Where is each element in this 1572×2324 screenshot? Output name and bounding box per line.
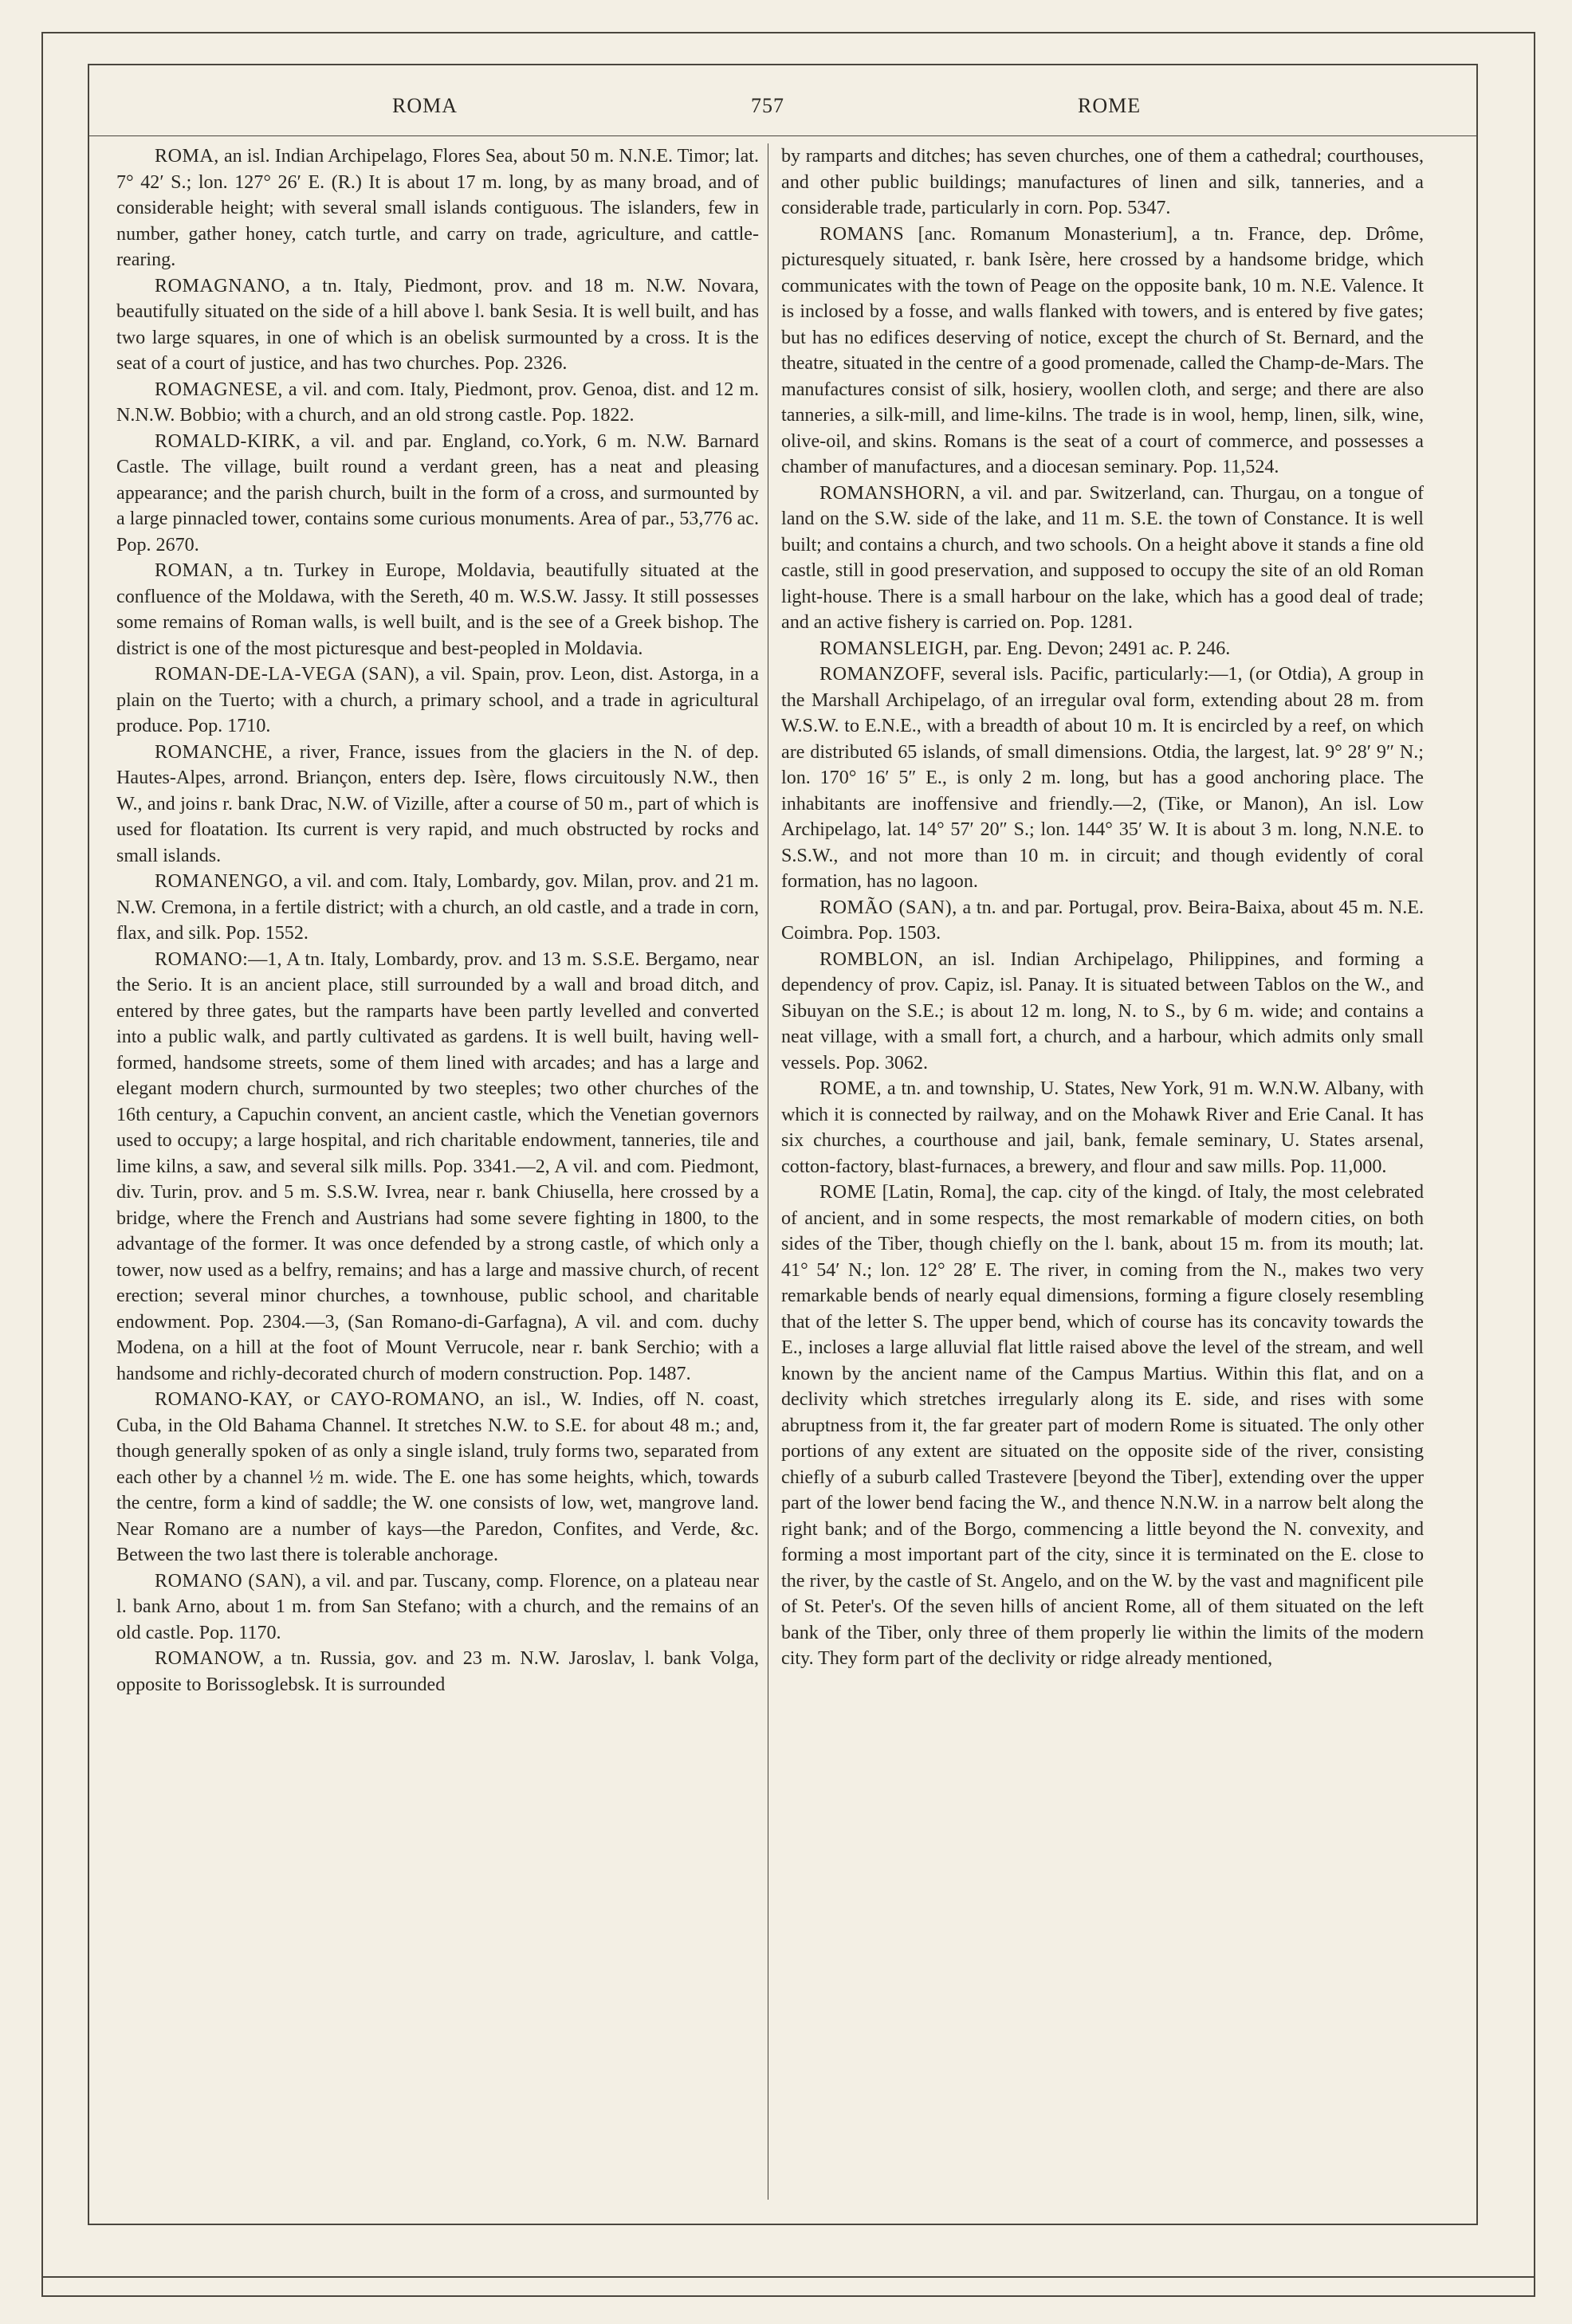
gazetteer-entry xyxy=(116,740,759,870)
header-rule xyxy=(89,135,1476,136)
entry-text: par. Eng. Devon; 2491 ac. P. 246. xyxy=(969,638,1231,659)
gazetteer-entry xyxy=(116,377,759,429)
gazetteer-entry xyxy=(116,558,759,661)
entry-text: a vil. and par. England, co.York, 6 m. N.W. Barnard Castle. The village, built round a verdant green, has a neat and pleasing appearance; and the parish church, built in the form of a cross, and surmounted by a large pinnacled tower, contains some curious monuments. Area of par., 53,776 ac. Pop. 2670. xyxy=(116,430,759,555)
entry-headword: ROMA, xyxy=(155,146,219,167)
entry-headword: ROMALD-KIRK, xyxy=(155,430,301,452)
entry-text: a tn. Turkey in Europe, Moldavia, beautifully situated at the confluence of the Moldawa, with the Sereth, 40 m. W.S.W. Jassy. It still possesses some remains of Roman walls, is well built, and is the see of a Greek bishop. The district is one of the most picturesque and best-peopled in Moldavia. xyxy=(116,560,759,659)
gazetteer-entry xyxy=(781,636,1424,662)
header-right-word: ROME xyxy=(1078,94,1142,117)
entry-headword: ROMANS xyxy=(819,223,905,245)
gazetteer-entry xyxy=(116,1568,759,1647)
gazetteer-entry xyxy=(116,869,759,947)
entry-headword: ROME, xyxy=(819,1078,882,1099)
entry-text: a vil. and com. Italy, Piedmont, prov. Genoa, dist. and 12 m. N.N.W. Bobbio; with a church, and an old strong castle. Pop. 1822. xyxy=(116,379,759,426)
right-column xyxy=(781,143,1424,1672)
gazetteer-entry xyxy=(116,429,759,559)
entry-headword: ROMANSHORN, xyxy=(819,482,965,504)
gazetteer-entry xyxy=(781,661,1424,895)
gazetteer-entry xyxy=(781,1076,1424,1180)
gazetteer-entry xyxy=(116,1387,759,1568)
gazetteer-entry xyxy=(781,947,1424,1077)
entry-headword: ROMANSLEIGH, xyxy=(819,638,969,659)
entry-text: a tn. and par. Portugal, prov. Beira-Baixa, about 45 m. N.E. Coimbra. Pop. 1503. xyxy=(781,897,1424,944)
left-column xyxy=(116,143,759,1698)
gazetteer-entry xyxy=(116,661,759,740)
gazetteer-entry xyxy=(781,222,1424,481)
entry-text: a river, France, issues from the glaciers in the N. of dep. Hautes-Alpes, arrond. Briançon, enters dep. Isère, flows circuitously N.W., then W., and joins r. bank Drac, N.W. of Vizille, after a course of 50 m., part of which is used for floatation. Its current is very rapid, and much obstructed by rocks and small islands. xyxy=(116,741,759,866)
gazetteer-entry xyxy=(116,1646,759,1698)
entry-headword: ROMBLON, xyxy=(819,948,924,970)
entry-text: [Latin, Roma], the cap. city of the kingd. of Italy, the most celebrated of ancient, and in some respects, the most remarkable of modern cities, on both sides of the Tiber, though chiefly on the l. bank, about 15 m. from its mouth; lat. 41° 54′ N.; lon. 12° 28′ E. The river, in coming from the N., makes two very remarkable bends of nearly equal dimensions, forming a figure closely resembling that of the letter S. The upper bend, which of course has its concavity towards the E., incloses a large alluvial flat little raised above the level of the stream, and well known by the ancient name of the Campus Martius. Within this flat, and on a declivity which stretches irregularly along its E. side, and rises with some abruptness from it, the far greater part of modern Rome is situated. The only other portions of any extent are situated on the opposite side of the river, consisting chiefly of a suburb called Trastevere [beyond the Tiber], extending over the upper part of the lower bend facing the W., and thence N.N.W. in a narrow belt along the right bank; and of the Borgo, commencing a little beyond the N. convexity, and forming a most important part of the city, since it is terminated on the E. close to the river, by the castle of St. Angelo, and on the W. by the vast and magnificent pile of St. Peter's. Of the seven hills of ancient Rome, all of them situated on the left bank of the Tiber, only three of them properly lie within the limits of the modern city. They form part of the declivity or ridge already mentioned, xyxy=(781,1182,1424,1669)
gazetteer-entry xyxy=(781,481,1424,636)
entry-text: an isl. Indian Archipelago, Flores Sea, about 50 m. N.N.E. Timor; lat. 7° 42′ S.; lon. 127° 26′ E. (R.) It is about 17 m. long, by as many broad, and of considerable height; with several small islands contiguous. The islanders, few in number, gather honey, catch turtle, and carry on trade, agriculture, and cattle-rearing. xyxy=(116,146,759,270)
entry-headword: ROMÃO (SAN), xyxy=(819,897,957,918)
gazetteer-entry xyxy=(781,1180,1424,1672)
entry-text: by ramparts and ditches; has seven churches, one of them a cathedral; courthouses, and other public buildings; manufactures of linen and silk, tanneries, and a considerable trade, particularly in corn. Pop. 5347. xyxy=(781,146,1424,218)
entry-text: [anc. Romanum Monasterium], a tn. France, dep. Drôme, picturesquely situated, r. bank Isère, here crossed by a handsome bridge, which communicates with the town of Peage on the opposite bank, 10 m. N.E. Valence. It is inclosed by a fosse, and walls flanked with towers, and is entered by five gates; but has no edifices deserving of notice, except the church of St. Bernard, and the theatre, situated in the centre of a good promenade, called the Champ-de-Mars. The manufactures consist of silk, hosiery, woollen cloth, and serge; and there are also tanneries, a silk-mill, and lime-kilns. The trade is in wool, hemp, linen, silk, wine, olive-oil, and skins. Romans is the seat of a court of commerce, and possesses a chamber of manufactures, and a diocesan seminary. Pop. 11,524. xyxy=(781,223,1424,477)
entry-headword: ROMANOW, xyxy=(155,1648,265,1669)
entry-headword: ROMANO-KAY, or CAYO-ROMANO, xyxy=(155,1389,485,1410)
entry-headword: ROME xyxy=(819,1182,877,1203)
page-number: 757 xyxy=(751,94,784,117)
entry-text: an isl. Indian Archipelago, Philippines, and forming a dependency of prov. Capiz, isl. Panay. It is situated between Tablos on the W., and Sibuyan on the S.E.; is about 12 m. long, N. to S., by 6 m. wide; and contains a neat village, with a small fort, a church, and a harbour, which admits only small vessels. Pop. 3062. xyxy=(781,948,1424,1074)
entry-headword: ROMANO (SAN), xyxy=(155,1570,307,1592)
entry-text: a vil. and par. Tuscany, comp. Florence, on a plateau near l. bank Arno, about 1 m. from San Stefano; with a church, and the remains of an old castle. Pop. 1170. xyxy=(116,1570,759,1643)
entry-headword: ROMAN, xyxy=(155,560,234,581)
gazetteer-entry xyxy=(116,143,759,273)
running-header xyxy=(89,94,1476,126)
bottom-rule xyxy=(41,2276,1534,2278)
gazetteer-entry xyxy=(116,947,759,1388)
gazetteer-entry xyxy=(781,895,1424,947)
entry-headword: ROMAN-DE-LA-VEGA (SAN), xyxy=(155,664,420,685)
entry-headword: ROMANZOFF, xyxy=(819,664,945,685)
entry-text: a tn. and township, U. States, New York, 91 m. W.N.W. Albany, with which it is connected by railway, and on the Mohawk River and Erie Canal. It has six churches, a courthouse and jail, bank, female seminary, U. States arsenal, cotton-factory, blast-furnaces, a brewery, and flour and saw mills. Pop. 11,000. xyxy=(781,1078,1424,1177)
header-left-word: ROMA xyxy=(392,94,458,117)
entry-text: several isls. Pacific, particularly:—1, (or Otdia), A group in the Marshall Archipelago, of an irregular oval form, extending about 28 m. from W.S.W. to E.N.E., with a breadth of about 10 m. It is encircled by a reef, on which are distributed 65 islands, of small dimensions. Otdia, the largest, lat. 9° 28′ 9″ N.; lon. 170° 16′ 5″ E., is only 2 m. long, but has a good anchoring place. The inhabitants are inoffensive and friendly.—2, (Tike, or Manon), An isl. Low Archipelago, lat. 14° 57′ 20″ S.; lon. 144° 35′ W. It is about 3 m. long, N.N.E. to S.S.W., and not more than 10 m. in circuit; and though evidently of coral formation, has no lagoon. xyxy=(781,664,1424,892)
entry-text: a vil. and par. Switzerland, can. Thurgau, on a tongue of land on the S.W. side of the lake, and 11 m. S.E. the town of Constance. It is well built; and contains a church, and two schools. On a height above it stands a fine old castle, still in good preservation, and supposed to occupy the site of an old Roman light-house. There is a small harbour on the lake, which has a good deal of trade; and an active fishery is carried on. Pop. 1281. xyxy=(781,482,1424,633)
gazetteer-entry xyxy=(781,143,1424,222)
entry-headword: ROMAGNANO, xyxy=(155,275,291,296)
entry-headword: ROMANO: xyxy=(155,948,249,970)
entry-text: an isl., W. Indies, off N. coast, Cuba, in the Old Bahama Channel. It stretches N.W. to S.E. for about 48 m.; and, though generally spoken of as only a single island, truly forms two, separated from each other by a channel ½ m. wide. The E. one has some heights, which, towards the centre, form a kind of saddle; the W. one consists of low, wet, mangrove land. Near Romano are a number of kays—the Paredon, Confites, and Verde, &c. Between the two last there is tolerable anchorage. xyxy=(116,1389,759,1565)
entry-headword: ROMAGNESE, xyxy=(155,379,283,400)
entry-headword: ROMANENGO, xyxy=(155,871,289,892)
entry-text: a tn. Italy, Piedmont, prov. and 18 m. N.W. Novara, beautifully situated on the side of a hill above l. bank Sesia. It is well built, and has two large squares, in one of which is an obelisk surmounted by a cross. It is the seat of a court of justice, and has two churches. Pop. 2326. xyxy=(116,275,759,374)
entry-text: a vil. Spain, prov. Leon, dist. Astorga, in a plain on the Tuerto; with a church, a primary school, and a trade in agricultural produce. Pop. 1710. xyxy=(116,664,759,736)
entry-headword: ROMANCHE, xyxy=(155,741,273,763)
gazetteer-entry xyxy=(116,273,759,377)
entry-text: a tn. Russia, gov. and 23 m. N.W. Jaroslav, l. bank Volga, opposite to Borissoglebsk. It is surrounded xyxy=(116,1648,759,1695)
entry-text: —1, A tn. Italy, Lombardy, prov. and 13 m. S.S.E. Bergamo, near the Serio. It is an ancient place, still surrounded by a wall and broad ditch, and entered by three gates, but the ramparts have been partly levelled and converted into a public walk, and partly cultivated as gardens. It is well built, having well-formed, handsome streets, some of them lined with arcades; and has a large and elegant modern church, surmounted by two steeples; two other churches of the 16th century, a Capuchin convent, an ancient castle, which the Venetian governors used to occupy; a large hospital, and rich charitable endowment, tanneries, tile and lime kilns, a saw, and several silk mills. Pop. 3341.—2, A vil. and com. Piedmont, div. Turin, prov. and 5 m. S.S.W. Ivrea, near r. bank Chiusella, here crossed by a bridge, where the French and Austrians had some severe fighting in 1800, to the advantage of the former. It was once defended by a strong castle, of which only a tower, now used as a belfry, remains; and has a large and massive church, of recent erection; several minor churches, a townhouse, public school, and charitable endowment. Pop. 2304.—3, (San Romano-di-Garfagna), A vil. and com. duchy Modena, on a hill at the foot of Mount Verrucole, near r. bank Serchio; with a handsome and richly-decorated church of modern construction. Pop. 1487. xyxy=(116,948,759,1384)
entry-text: a vil. and com. Italy, Lombardy, gov. Milan, prov. and 21 m. N.W. Cremona, in a fertile district; with a church, an old castle, and a trade in corn, flax, and silk. Pop. 1552. xyxy=(116,871,759,944)
